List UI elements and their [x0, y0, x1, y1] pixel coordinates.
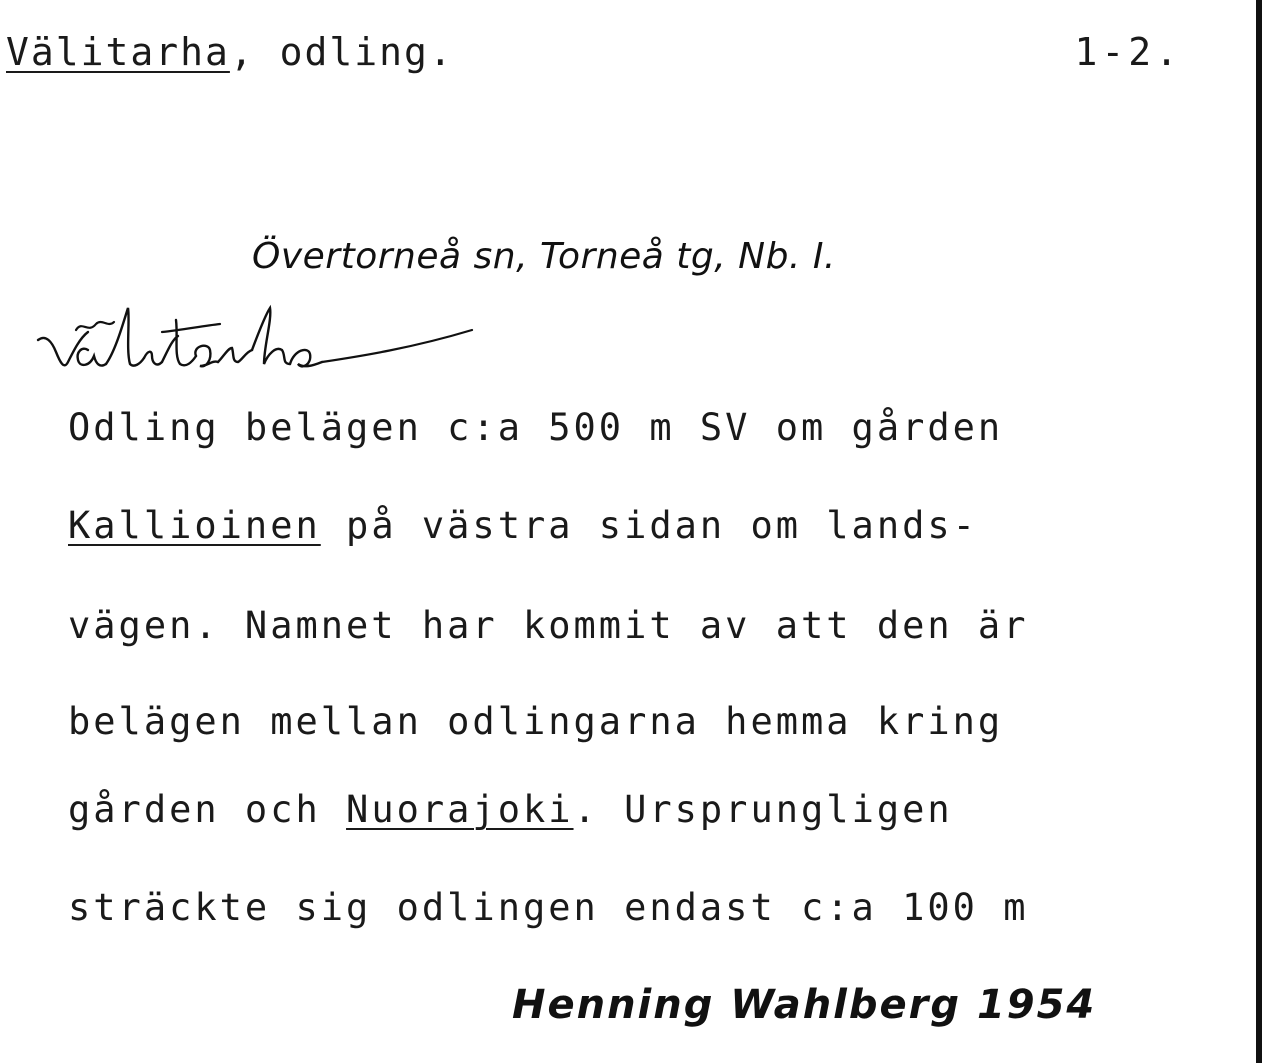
- handwritten-word: [32, 290, 502, 390]
- place-name-nuorajoki: Nuorajoki: [346, 788, 574, 831]
- card-number: 1-2.: [1074, 30, 1182, 74]
- author-signature: Henning Wahlberg 1954: [512, 982, 1097, 1028]
- text-line-5-pre: gården och: [68, 788, 347, 831]
- place-name-kallioinen: Kallioinen: [68, 504, 321, 547]
- location-line: Övertorneå sn, Torneå tg, Nb. I.: [252, 236, 836, 277]
- header-keyword: Välitarha: [6, 30, 230, 74]
- text-line-2-rest: på västra sidan om lands-: [320, 504, 978, 547]
- text-line-4: belägen mellan odlingarna hemma kring: [68, 700, 1004, 743]
- header-keyword-rest: , odling.: [229, 30, 454, 74]
- text-line-1: Odling belägen c:a 500 m SV om gården: [68, 406, 1004, 449]
- text-line-6: sträckte sig odlingen endast c:a 100 m: [68, 886, 1029, 929]
- text-line-5: [68, 788, 953, 831]
- text-line-5-rest: . Ursprungligen: [573, 788, 953, 831]
- card-header-title: [6, 30, 454, 74]
- text-line-2: [68, 504, 978, 547]
- card-edge-divider: [1256, 0, 1262, 1063]
- text-line-3: vägen. Namnet har kommit av att den är: [68, 604, 1029, 647]
